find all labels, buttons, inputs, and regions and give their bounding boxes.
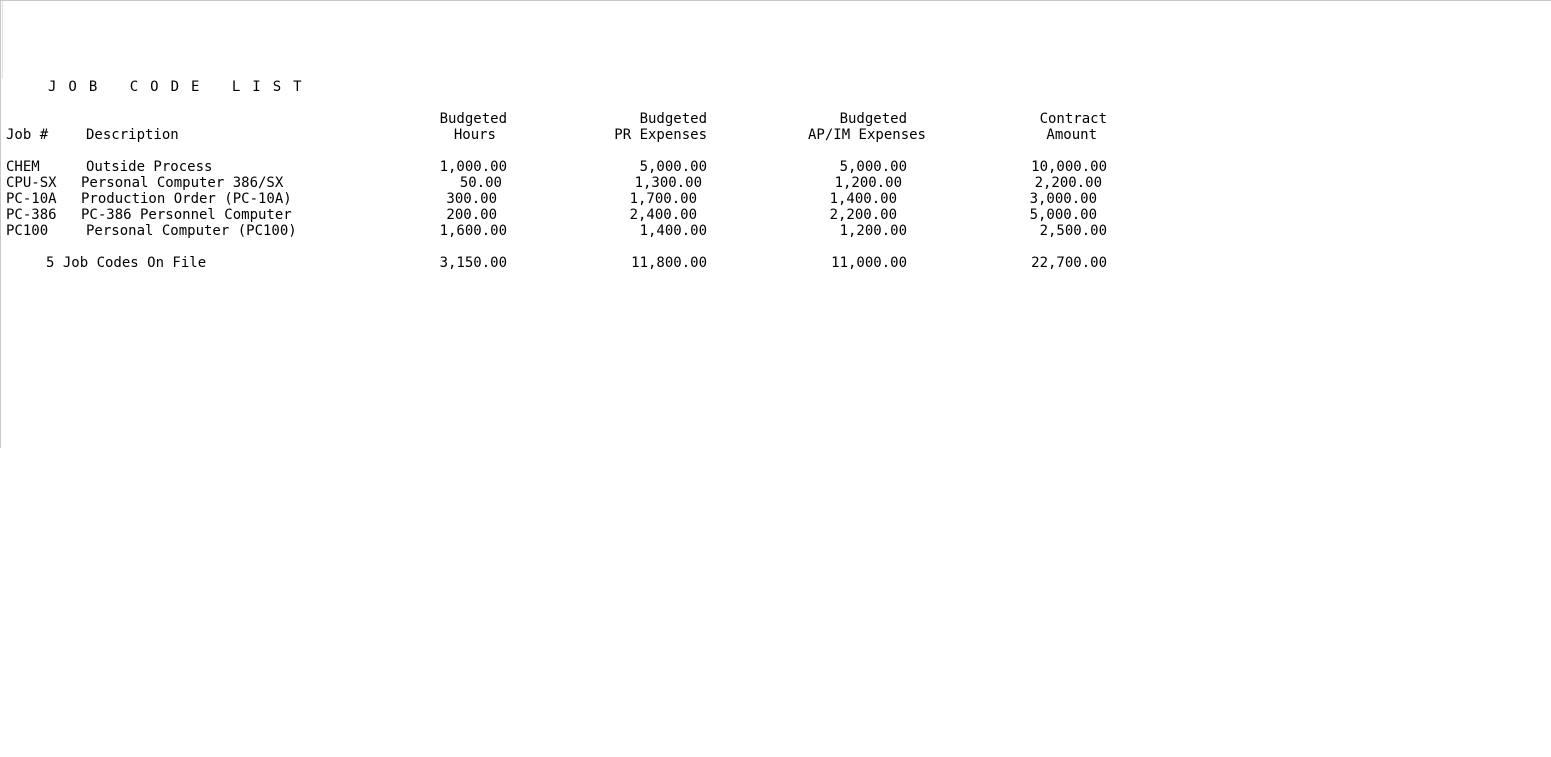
row-ap-expenses: 1,200.00: [834, 175, 902, 191]
row-ap-expenses: 1,400.00: [829, 191, 897, 207]
header-hours-line2: Hours: [453, 127, 496, 143]
row-job-code: PC-386: [6, 207, 57, 223]
row-description: Personal Computer 386/SX: [81, 175, 284, 191]
header-job-number: Job #: [6, 127, 49, 143]
header-description: Description: [86, 127, 179, 143]
totals-contract-amount: 22,700.00: [1031, 255, 1107, 271]
totals-label: 5 Job Codes On File: [46, 255, 207, 271]
totals-pr-expenses: 11,800.00: [631, 255, 707, 271]
row-contract-amount: 2,200.00: [1034, 175, 1102, 191]
row-pr-expenses: 1,400.00: [639, 223, 707, 239]
row-pr-expenses: 5,000.00: [639, 159, 707, 175]
row-hours: 1,000.00: [439, 159, 507, 175]
header-ap-line1: Budgeted: [839, 111, 907, 127]
row-contract-amount: 10,000.00: [1031, 159, 1107, 175]
report-title: JOB CODE LIST: [48, 79, 314, 95]
row-ap-expenses: 1,200.00: [839, 223, 907, 239]
header-contract-line2: Amount: [1046, 127, 1097, 143]
row-pr-expenses: 1,700.00: [629, 191, 697, 207]
row-pr-expenses: 2,400.00: [629, 207, 697, 223]
row-description: Outside Process: [86, 159, 213, 175]
header-ap-line2: AP/IM Expenses: [807, 127, 926, 143]
job-code-report: [0, 0, 1200, 300]
row-contract-amount: 5,000.00: [1029, 207, 1097, 223]
row-description: Personal Computer (PC100): [86, 223, 297, 239]
row-job-code: CHEM: [6, 159, 40, 175]
row-description: PC-386 Personnel Computer: [81, 207, 292, 223]
header-pr-line2: PR Expenses: [614, 127, 707, 143]
totals-hours: 3,150.00: [439, 255, 507, 271]
header-pr-line1: Budgeted: [639, 111, 707, 127]
row-ap-expenses: 5,000.00: [839, 159, 907, 175]
row-hours: 50.00: [459, 175, 502, 191]
row-job-code: PC100: [6, 223, 49, 239]
row-contract-amount: 3,000.00: [1029, 191, 1097, 207]
header-contract-line1: Contract: [1039, 111, 1107, 127]
row-job-code: PC-10A: [6, 191, 57, 207]
row-contract-amount: 2,500.00: [1039, 223, 1107, 239]
row-description: Production Order (PC-10A): [81, 191, 292, 207]
row-pr-expenses: 1,300.00: [634, 175, 702, 191]
row-hours: 1,600.00: [439, 223, 507, 239]
row-job-code: CPU-SX: [6, 175, 57, 191]
row-hours: 200.00: [446, 207, 497, 223]
row-ap-expenses: 2,200.00: [829, 207, 897, 223]
row-hours: 300.00: [446, 191, 497, 207]
header-hours-line1: Budgeted: [439, 111, 507, 127]
totals-ap-expenses: 11,000.00: [831, 255, 907, 271]
